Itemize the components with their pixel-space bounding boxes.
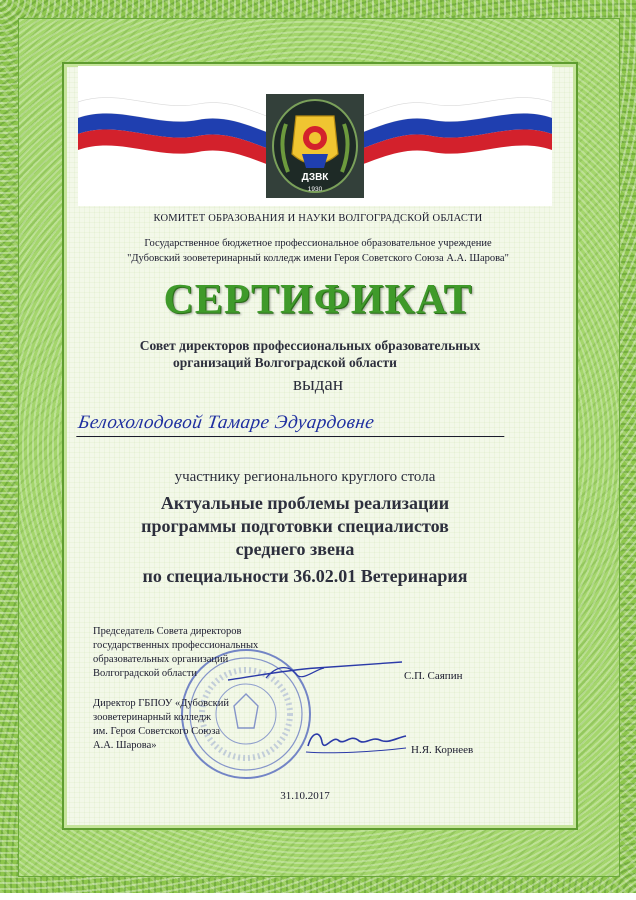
institution-line-1: Государственное бюджетное профессиональное образовательное учреждение: [144, 238, 492, 249]
college-emblem: [266, 94, 364, 198]
recipient-name: Белохолодовой Тамаре Эдуардовне: [76, 412, 508, 437]
issued-label: выдан: [292, 374, 343, 395]
council-line-1: Совет директоров профессиональных образовательных: [139, 338, 481, 353]
scan-bottom-edge: [0, 893, 636, 900]
header-banner: [78, 66, 552, 206]
chair-title-line-4: Волгоградской области: [93, 668, 198, 679]
russian-flag-right: [352, 84, 552, 174]
issue-date: 31.10.2017: [280, 790, 330, 802]
emblem-text: ДЗВК: [301, 172, 329, 183]
chair-title-line-2: государственных профессиональных: [93, 640, 259, 651]
council-line-2: организаций Волгоградской области: [173, 355, 397, 370]
institution-line-2: "Дубовский зооветеринарный колледж имени Героя Советского Союза А.А. Шарова": [127, 253, 509, 264]
director-signature: [302, 726, 410, 758]
participant-line: участнику регионального круглого стола: [174, 469, 436, 485]
emblem-year: 1930: [307, 186, 323, 193]
chair-signature: [226, 656, 406, 686]
director-title-line-2: зооветеринарный колледж: [93, 712, 211, 723]
director-name: Н.Я. Корнеев: [411, 744, 474, 756]
topic-line-3: среднего звена: [235, 539, 355, 559]
chair-name: С.П. Саяпин: [404, 670, 463, 682]
topic-line-2: программы подготовки специалистов: [141, 516, 449, 536]
chair-title-line-3: образовательных организаций: [93, 654, 229, 665]
director-title-line-4: А.А. Шарова»: [93, 740, 157, 751]
certificate-title: СЕРТИФИКАТ: [163, 277, 473, 323]
topic-line-1: Актуальные проблемы реализации: [160, 493, 450, 513]
russian-flag-left: [78, 84, 278, 174]
director-title-line-1: Директор ГБПОУ «Дубовский: [93, 698, 229, 709]
committee-line: КОМИТЕТ ОБРАЗОВАНИЯ И НАУКИ ВОЛГОГРАДСКОЙ ОБЛАСТИ: [153, 213, 483, 224]
topic-line-4: по специальности 36.02.01 Ветеринария: [142, 566, 468, 586]
chair-title-line-1: Председатель Совета директоров: [93, 626, 242, 637]
director-title-line-3: им. Героя Советского Союза: [93, 726, 221, 737]
